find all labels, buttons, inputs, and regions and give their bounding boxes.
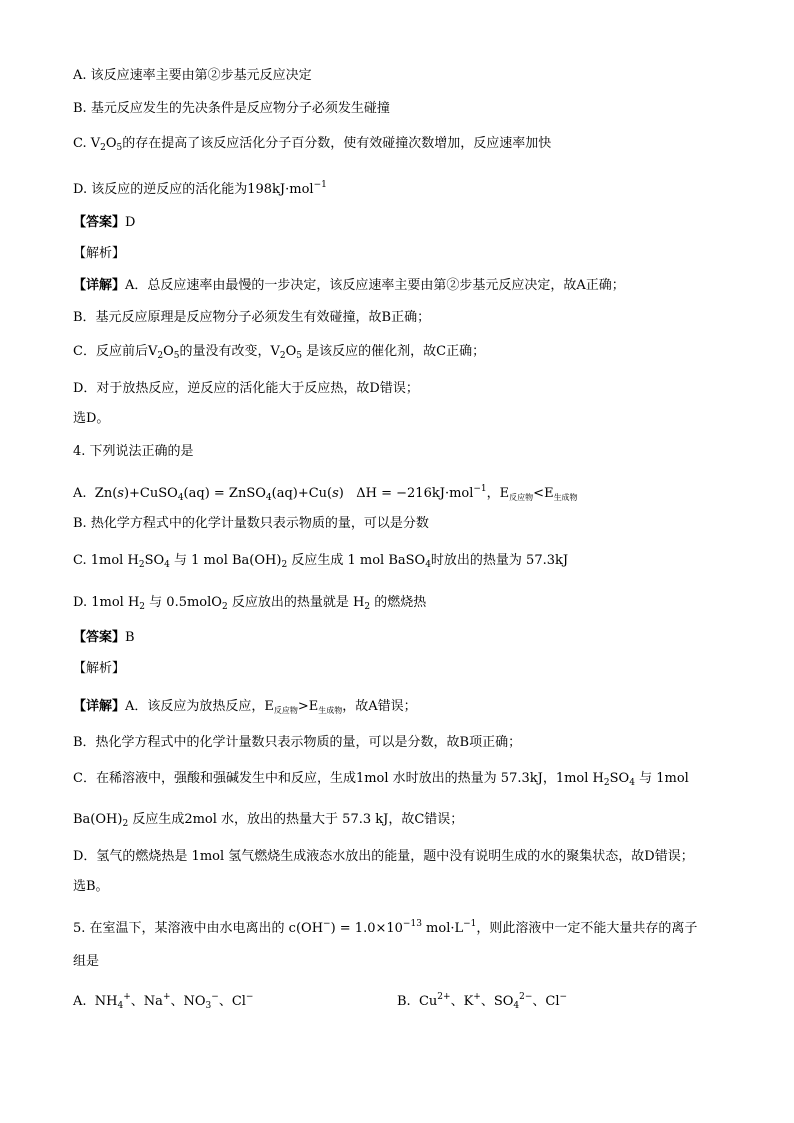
q4-option-a: A. Zn(s)+CuSO$_4$(aq) = ZnSO$_4$(aq)+Cu(s) ΔH = −216kJ·mol$^{-1}$，$E_{反应物}<E_{生成物}$ bbox=[73, 484, 578, 503]
q4-detail-c-cont: $Ba(OH)_2$ 反应生成2mol 水，放出的热量大于 57.3 kJ，故C错误； bbox=[73, 812, 464, 829]
q4-detail-b: B．热化学方程式中的化学计量数只表示物质的量，可以是分数，故B项正确； bbox=[73, 735, 522, 750]
q5-stem-cont: 组是 bbox=[73, 954, 100, 969]
q5-option-b: B. $Cu^{2+}$、K+、$SO_4^{2-}$、Cl− bbox=[397, 992, 568, 1011]
q4-detail-a: 【详解】A．该反应为放热反应，$E_{反应物}>E_{生成物}$，故A错误； bbox=[73, 699, 417, 715]
q3-option-b: B. 基元反应发生的先决条件是反应物分子必须发生碰撞 bbox=[73, 101, 390, 116]
q3-detail-c: C．反应前后$V_2O_5$的量没有改变，$V_2O_5$ 是该反应的催化剂，故C正确； bbox=[73, 344, 486, 361]
q4-answer: 【答案】B bbox=[73, 630, 135, 645]
q3-detail-d: D．对于放热反应，逆反应的活化能大于反应热，故D错误； bbox=[73, 381, 419, 396]
q3-option-d: D. 该反应的逆反应的活化能为198kJ·mol$^{-1}$ bbox=[73, 180, 327, 197]
q3-detail-b: B．基元反应原理是反应物分子必须发生有效碰撞，故B正确； bbox=[73, 310, 431, 325]
q4-detail-d: D．氢气的燃烧热是 1mol 氢气燃烧生成液态水放出的能量，题中没有说明生成的水的聚集状态，故D错误； bbox=[73, 849, 694, 864]
q4-option-b: B. 热化学方程式中的化学计量数只表示物质的量，可以是分数 bbox=[73, 516, 429, 531]
q4-analysis-label: 【解析】 bbox=[73, 661, 126, 676]
q4-option-d: D. 1mol $H_2$ 与 0.5molO$_2$ 反应放出的热量就是 $H_2$ 的燃烧热 bbox=[73, 595, 427, 612]
q4-stem: 4. 下列说法正确的是 bbox=[73, 444, 194, 459]
q3-detail-a: 【详解】A．总反应速率由最慢的一步决定，该反应速率主要由第②步基元反应决定，故A正确； bbox=[73, 278, 625, 293]
q4-detail-c: C．在稀溶液中，强酸和强碱发生中和反应，生成1mol 水时放出的热量为 57.3kJ，1mol $H_2SO_4$ 与 1mol bbox=[73, 771, 689, 788]
q3-option-a: A. 该反应速率主要由第②步基元反应决定 bbox=[73, 68, 312, 83]
q3-option-c: C. $V_2O_5$的存在提高了该反应活化分子百分数，使有效碰撞次数增加，反应速率加快 bbox=[73, 136, 552, 153]
q3-answer: 【答案】D bbox=[73, 215, 136, 230]
q4-option-c: C. 1mol $H_2SO_4$ 与 1 mol $Ba(OH)_2$ 反应生成 1 mol BaSO$_4$时放出的热量为 57.3kJ bbox=[73, 553, 569, 570]
q3-choose: 选D。 bbox=[73, 411, 110, 426]
q5-stem: 5. 在室温下，某溶液中由水电离出的 $c(OH^-) = 1.0\times 10^{-13}$ $mol\cdot L^{-1}$，则此溶液中一定不能大量共存的离子 bbox=[73, 919, 698, 936]
q3-analysis-label: 【解析】 bbox=[73, 246, 126, 261]
q5-option-a: A. $NH_4^+$、Na+、$NO_3^-$、Cl− bbox=[73, 992, 254, 1011]
q4-choose: 选B。 bbox=[73, 879, 109, 894]
